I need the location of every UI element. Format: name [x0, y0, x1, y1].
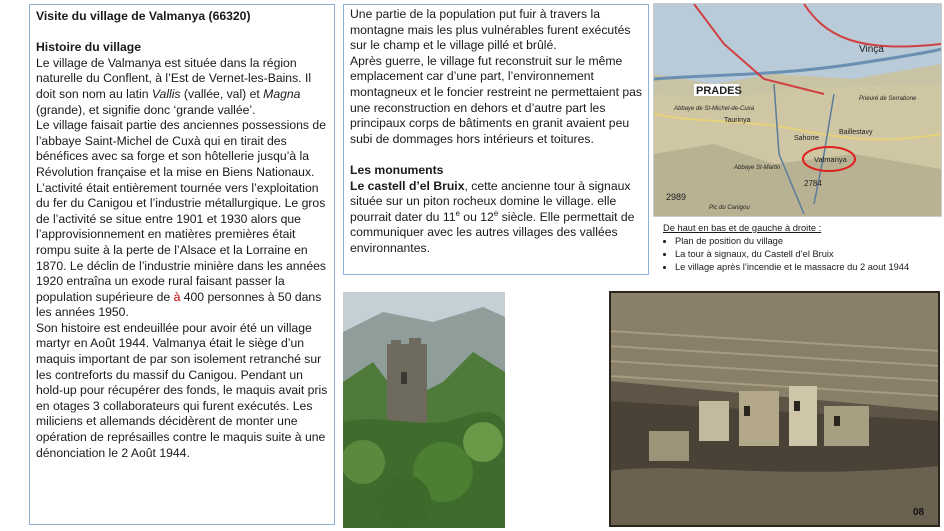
map-label-sahorre: Sahorre: [794, 135, 819, 142]
history-paragraph-3: L’activité était entièrement tournée vers l’exploitation du fer du Canigou et l’industrie métallurgique. Le gros de l’activité se situe entre 1901 et 1930 alors que l’approvisionnement en matières premières était rompu suite à la perte de l’Alsace et la Lorraine en 1870. Le déclin de l’industrie minière dans les années 1920 entraîna un exode rural faisant passer la population supérieure de à 400 personnes à 50 dans les années 1950.: [36, 180, 326, 320]
map-label-pic: Pic du Canigou: [709, 205, 750, 211]
history-section-title: Histoire du village: [36, 40, 141, 55]
caption-title: De haut en bas et de gauche à droite :: [663, 223, 822, 233]
location-map-image: [653, 3, 942, 217]
history-paragraph-2: Le village faisait partie des anciennes possessions de l’abbaye Saint-Michel de Cuxà qui en tirait des bénéfices avec sa forge et son hôtellerie jusqu’à la Révolution française et la mise en Biens Nationaux.: [36, 118, 326, 179]
burned-village-photo: [609, 291, 940, 527]
image-caption: [663, 222, 938, 274]
monument-paragraph: Le castell d’el Bruix, cette ancienne tour à signaux située sur un piton rocheux domine le village. elle pourrait dater du 11e ou 12e siècle. Elle permettait de communiquer avec les autres villages des vallées environnantes.: [350, 178, 635, 255]
caption-item: • Le village après l’incendie et le massacre du 2 aout 1944: [675, 261, 938, 274]
map-label-taurinya: Taurinya: [724, 117, 751, 124]
map-label-valmanya: Valmanya: [814, 155, 847, 164]
map-label-abbaye-cuxa: Abbaye de St-Michel-de-Cuxa: [674, 106, 755, 112]
page-number: 08: [913, 507, 925, 518]
history-paragraph-4: Son histoire est endeuillée pour avoir été un village martyr en Août 1944. Valmanya était le siège d’un maquis important de par son isolement retranché sur les contreforts du massif du Canigou. Pendant un hold-up pour récupérer des fonds, le maquis avait pris en otages 3 collaborateurs qui furent exécutés. Les miliciens et allemands décidèrent de monter une opération de représailles contre le maquis suite à une dénonciation le 2 Août 1944.: [36, 320, 328, 460]
document-title: Visite du village de Valmanya (66320): [36, 9, 251, 23]
caption-item: • La tour à signaux, du Castell d’el Bruix: [675, 248, 938, 261]
caption-item: • Plan de position du village: [675, 235, 938, 248]
monuments-text-box: [343, 4, 649, 275]
caption-list: [663, 235, 938, 274]
map-label-alt1: 2989: [666, 192, 687, 202]
history-paragraph-1: Le village de Valmanya est située dans la région naturelle du Conflent, à l’Est de Vernet-les-Bains. Il doit son nom au latin Vallis (vallée, val) et Magna (grande), et signifie donc ‘grande vallée’.: [36, 55, 312, 117]
middle-paragraph-2: Après guerre, le village fut reconstruit sur le même emplacement car d’une part, l’environnement montagneux et le foncier restreint ne permettaient pas une reconstruction en dehors et d’autre part les principaux corps de bâtiments en granit avaient peu subi de dommages hors intérieurs et toitures.: [350, 53, 642, 146]
history-text-box: [29, 4, 335, 525]
signal-tower-photo: [343, 292, 505, 528]
monuments-section-title: Les monuments: [350, 162, 444, 177]
middle-paragraph-1: Une partie de la population put fuir à travers la montagne mais les plus vulnérables furent exécutés sur le champ et le village pillé et brûlé.: [350, 7, 631, 53]
map-label-alt2: 2784: [804, 179, 822, 188]
map-label-prieure: Prieuré de Serrabone: [859, 96, 917, 102]
map-label-vinca: Vinça: [859, 44, 884, 55]
map-label-abbaye-martin: Abbaye St-Martin: [734, 165, 781, 171]
map-label-baillestavy: Baillestavy: [839, 129, 873, 136]
map-label-prades: PRADES: [696, 85, 742, 97]
